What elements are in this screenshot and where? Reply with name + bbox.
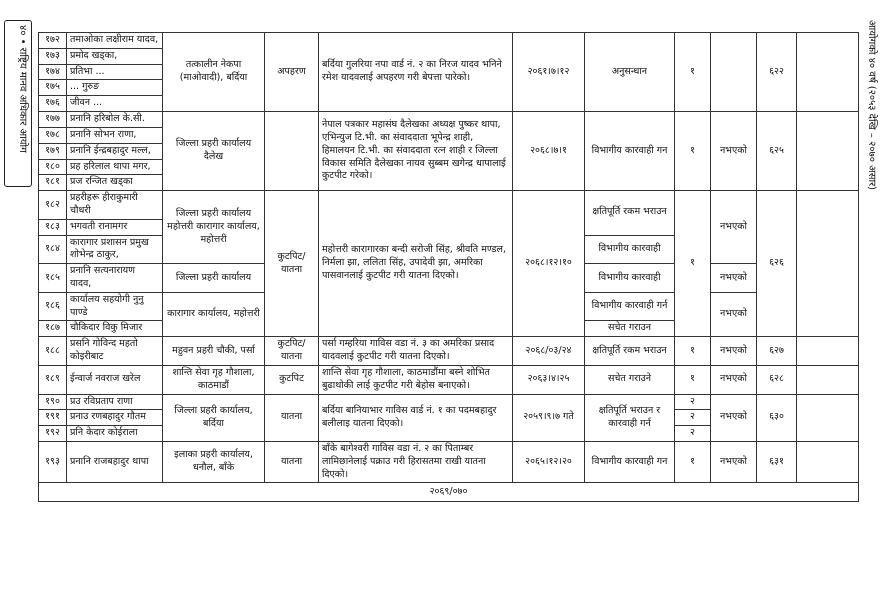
table-row: १७६ जीवन ... — [39, 96, 859, 112]
table-row: १७७ प्रनानि हरिबोल के.सी. जिल्ला प्रहरी कार्यालय दैलेख नेपाल पत्रकार महासंघ दैलेखका अध्यक्ष पुष्कर थापा, एभिन्युज टि.भी. का संवाददाता भूपेन्द्र शाही, हिमालयन टि.भी. का संवाददाता रत्न शाही र जिल्ला विकास समिति दैलेखका नायव सुब्बम खगेन्द्र धापालाई कुटपीट गरेको। २०६८।७।१ विभागीय कारवाही गन १ नभएको ६२५ — [39, 112, 859, 128]
left-margin — [0, 20, 36, 580]
page-tab — [4, 20, 32, 187]
table-row: १७९ प्रनानि ईन्द्रबहादुर मल्ल, — [39, 143, 859, 159]
records-table — [38, 32, 859, 502]
table-row: १८६ कार्यालय सहयोगी नुनु पाण्डे कारागार कार्यालय, महोत्तरी विभागीय कारवाही गर्न नभएको — [39, 292, 859, 321]
table-row: १८२ प्रहरीहरू हीराकुमारी चौधरी जिल्ला प्रहरी कार्यालय महोत्तरी कारागार कार्यालय, महोत्तरी कुटपिट/ यातना महोत्तरी कारागारका बन्दी सरोजी सिंह, श्रीवति मण्डल, निर्मला झा, ललिता सिंह, उपादेवी झा, अमरिका पासवानलाई कुटपीट गरी यातना दिएको। २०६८।१२।१० क्षतिपूर्ति रकम भराउन १ नभएको ६२६ — [39, 191, 859, 220]
running-header: आयोगको ४० वर्ष (२०५३ देखि – २०७० असार) — [866, 20, 877, 191]
page-number-caption: ४० • राष्ट्रिय मानव अधिकार आयोग — [17, 25, 28, 153]
table-row: १७३ प्रमोद खड्का, — [39, 48, 859, 64]
table-row: १७२ तमाओका लक्षीराम यादव, तत्कालीन नेकपा (माओवादी), बर्दिया अपहरण बर्दिया गुलरिया नपा वार्ड नं. २ का निरज यादव भनिने रमेश यादवलाई अपहरण गरी बेपत्ता पारेको। २०६१।७।१२ अनुसन्धान १ ६२२ — [39, 33, 859, 49]
fiscal-year-label: २०६९/०७० — [39, 483, 859, 502]
table-row: १८८ प्रसनि गोविन्द महतो कोइरीबाट महुवन प्रहरी चौकी, पर्सा कुटपिट/ यातना पर्सा गम्हरिया गाविस वडा नं. ३ का अमरिका प्रसाद यादवलाई कुटपीट गरी यातना दिएको। २०६८/०३/२४ क्षतिपूर्ति रकम भराउन १ नभएको ६२७ — [39, 337, 859, 366]
table-row: १८४ कारागार प्रशासन प्रमुख शोभेन्द्र ठाकुर, विभागीय कारवाही — [39, 235, 859, 264]
table-row: १७८ प्रनानि सोभन राणा, — [39, 127, 859, 143]
table-row: १९१ प्रनाउ रणबहादुर गौतम २ — [39, 410, 859, 426]
table-row: १७४ प्रतिभा ... — [39, 64, 859, 80]
table-row: १९३ प्रनानि राजबहादुर थापा इलाका प्रहरी कार्यालय, धनौल, बाँके यातना बाँके बागेश्वरी गाविस वडा नं. २ का पिताम्बर लामिछानेलाई पक्राउ गरी हिरासतमा राखी यातना दिएको। २०६५।१२।२० विभागीय कारवाही गन १ नभएको ६३१ — [39, 441, 859, 482]
table-row: १८३ भगवती रानामगर — [39, 219, 859, 235]
table-row: १९२ प्रनि केदार कोईराला २ — [39, 426, 859, 442]
table-row: १८५ प्रनानि सत्यनारायण यादव, जिल्ला प्रहरी कार्यालय विभागीय कारवाही नभएको — [39, 264, 859, 293]
right-margin — [860, 20, 886, 320]
table-row: १८७ चौकिदार विकु मिजार सचेत गराउन — [39, 321, 859, 337]
table-row: १८१ प्रज रन्जित खड्का — [39, 175, 859, 191]
table-row: १९० प्रउ रविप्रताप राणा जिल्ला प्रहरी कार्यालय, बर्दिया यातना बर्दिया बानियाभार गाविस वार्ड नं. १ का पदमबहादुर बलीलाइ यातना दिएको। २०५९।९।७ गते क्षतिपूर्ति भराउन र कारवाही गर्न २ नभएको ६३० — [39, 394, 859, 410]
table-row: १८९ ईन्वार्ज नवराज खरेल शान्ति सेवा गृह गौशाला, काठमाडौं कुटपिट शान्ति सेवा गृह गौशाला, काठमाडौंमा बस्ने शोभित बुढाथोकी लाई कुटपीट गरी बेहोस बनाएको। २०६३।४।२५ सचेत गराउने १ नभएको ६२८ — [39, 365, 859, 394]
table-footer — [39, 483, 859, 502]
table-row: १८० प्रह हरिलाल थापा मगर, — [39, 159, 859, 175]
table-row: १७५ ... गुरुङ — [39, 80, 859, 96]
